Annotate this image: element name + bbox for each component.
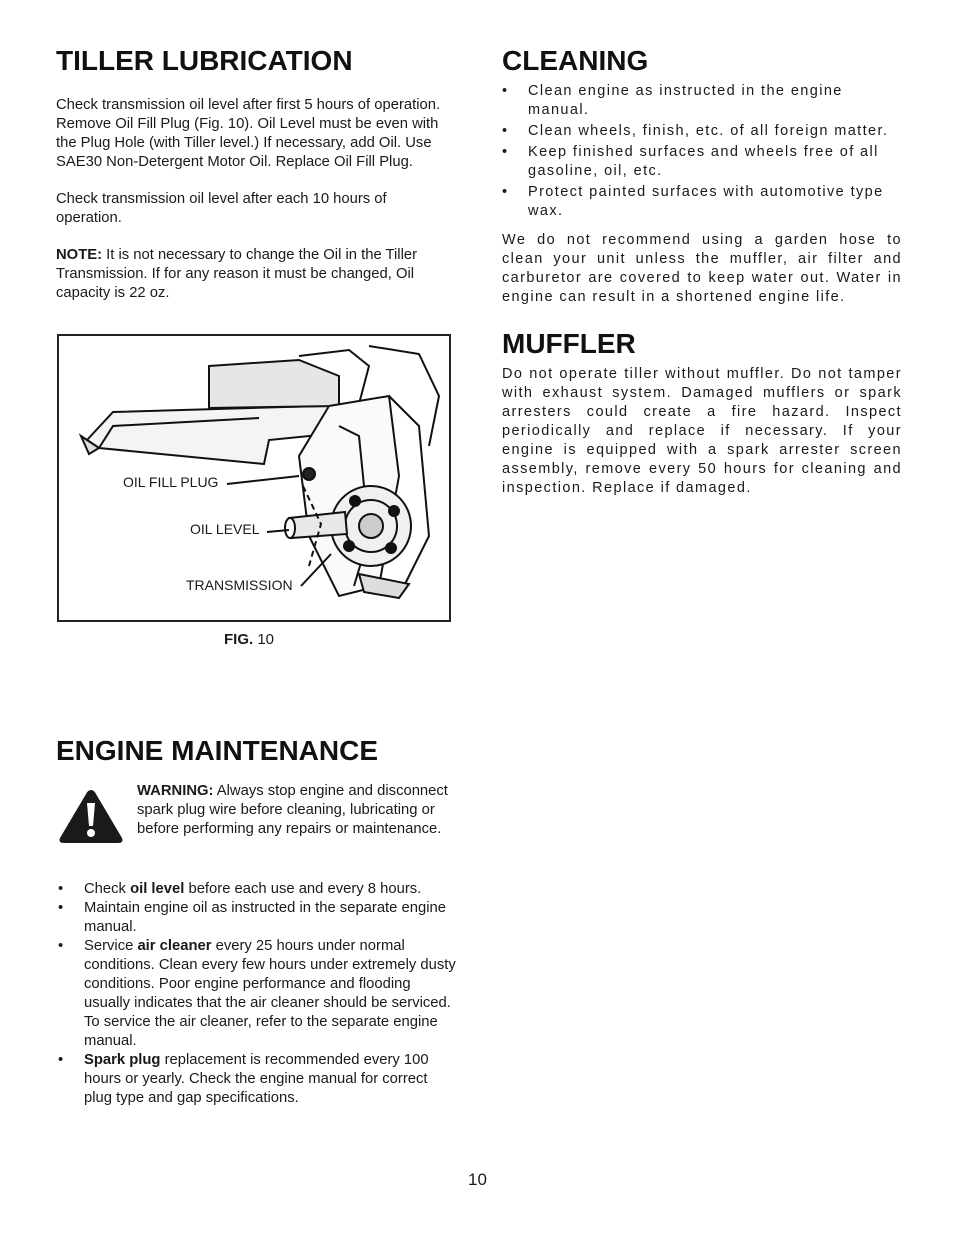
tiller-paragraph-1: Check transmission oil level after first 5 hours of operation. Remove Oil Fill Plug (Fig. 10). Oil Level must be even with the Plug Hole (with Tiller level.) If necessary, add Oil. Use SAE30 Non-Detergent Motor Oil. Replace Oil Fill Plug. <box>56 97 441 170</box>
figure-10-illustration <box>57 334 451 622</box>
warning-label: WARNING: <box>137 783 214 799</box>
cleaning-title: CLEANING <box>502 45 649 76</box>
cleaning-bullet-item <box>502 122 902 141</box>
label-oil-level: OIL LEVEL <box>190 521 260 537</box>
item-text: every 25 hours under normal conditions. Clean every few hours under extremely dusty conditions. Poor engine performance and flooding usually indicates that the air cleaner should be serviced. To service the air cleaner, refer to the separate engine manual. <box>84 938 456 1049</box>
figure-caption-number: 10 <box>253 631 275 648</box>
item-text: Service <box>84 938 138 954</box>
engine-maintenance-title: ENGINE MAINTENANCE <box>56 735 379 766</box>
bullet-dot: • <box>502 184 509 200</box>
cleaning-bullet-text: Clean wheels, finish, etc. of all foreign matter. <box>528 123 889 139</box>
item-text: Check <box>84 881 131 897</box>
engine-list-item <box>56 880 456 899</box>
cleaning-bullet-text: Clean engine as instructed in the engine manual. <box>528 83 843 118</box>
warning-block <box>56 782 456 862</box>
cleaning-bullet-item <box>502 183 902 221</box>
tiller-lubrication-title: TILLER LUBRICATION <box>56 45 353 76</box>
bullet-dot: • <box>58 1052 64 1068</box>
figure-caption-prefix: FIG. <box>224 631 254 648</box>
warning-triangle-icon <box>56 786 126 846</box>
bullet-dot: • <box>502 83 509 99</box>
item-bold-text: Spark plug <box>84 1052 161 1068</box>
item-text: Maintain engine oil as instructed in the separate engine manual. <box>84 900 446 935</box>
cleaning-bullet-list <box>502 82 902 221</box>
bullet-dot: • <box>58 881 64 897</box>
tiller-paragraph-2: Check transmission oil level after each 10 hours of operation. <box>56 191 387 226</box>
cleaning-bullet-item <box>502 143 902 181</box>
item-text: before each use and every 8 hours. <box>184 881 422 897</box>
item-text: replacement is recommended every 100 hours or yearly. Check the engine manual for correct plug type and gap specifications. <box>84 1052 429 1106</box>
warning-body: Always stop engine and disconnect spark plug wire before cleaning, lubricating or before performing any repairs or maintenance. <box>137 783 448 837</box>
engine-maintenance-list <box>56 880 456 1108</box>
bullet-dot: • <box>502 123 509 139</box>
item-bold-text: air cleaner <box>137 938 212 954</box>
warning-text <box>137 782 457 839</box>
cleaning-bullet-text: Keep finished surfaces and wheels free of all gasoline, oil, etc. <box>528 144 879 179</box>
engine-maintenance-section <box>56 734 456 1108</box>
muffler-paragraph: Do not operate tiller without muffler. Do not tamper with exhaust system. Damaged mufflers or spark arresters could create a fire hazard. Inspect periodically and replace if necessary. If your engine is equipped with a spark arrester screen assembly, remove every 50 hours for cleaning and inspection. Replace if damaged. <box>502 366 902 496</box>
cleaning-muffler-column <box>502 44 902 498</box>
muffler-title: MUFFLER <box>502 328 636 359</box>
figure-caption <box>224 631 274 648</box>
engine-list-item <box>56 1051 456 1108</box>
label-transmission: TRANSMISSION <box>186 577 293 593</box>
cleaning-bullet-text: Protect painted surfaces with automotive type wax. <box>528 184 884 219</box>
tiller-lubrication-section <box>56 44 456 321</box>
bullet-dot: • <box>58 938 64 954</box>
page-number: 10 <box>468 1170 487 1189</box>
bullet-dot: • <box>58 900 64 916</box>
item-bold-text: oil level <box>130 881 185 897</box>
tiller-note <box>56 246 456 303</box>
engine-list-item <box>56 899 456 937</box>
bullet-dot: • <box>502 144 509 160</box>
note-text: It is not necessary to change the Oil in the Tiller Transmission. If for any reason it must be changed, Oil capacity is 22 oz. <box>56 247 418 301</box>
engine-list-item <box>56 937 456 1051</box>
note-label: NOTE: <box>56 247 103 263</box>
cleaning-paragraph: We do not recommend using a garden hose to clean your unit unless the muffler, air filter and carburetor are covered to keep water out. Water in engine can result in a shortened engine life. <box>502 232 902 305</box>
label-oil-fill-plug: OIL FILL PLUG <box>123 474 219 490</box>
cleaning-bullet-item <box>502 82 902 120</box>
